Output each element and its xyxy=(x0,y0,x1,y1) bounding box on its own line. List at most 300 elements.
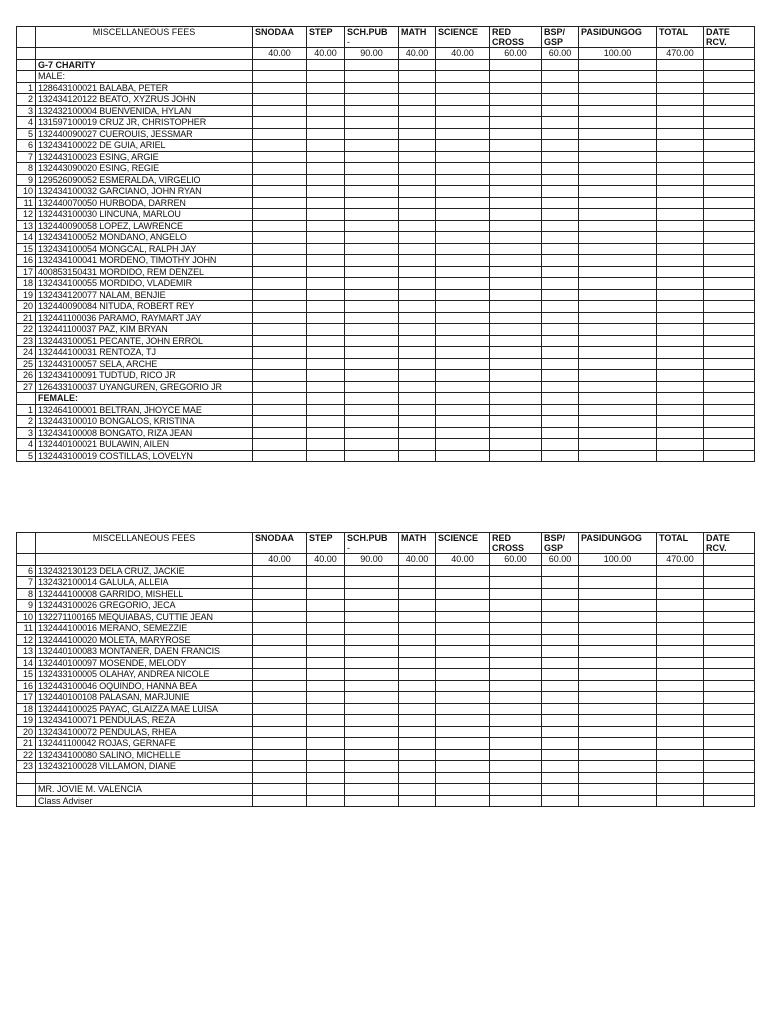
empty-cell xyxy=(657,186,704,198)
student-name: 132441100036 PARAMO, RAYMART JAY xyxy=(36,312,253,324)
empty-cell xyxy=(542,243,579,255)
empty-cell xyxy=(399,301,436,313)
empty-cell xyxy=(436,312,490,324)
empty-cell xyxy=(704,692,755,704)
row-number: 11 xyxy=(17,197,36,209)
header-blank xyxy=(17,533,36,554)
column-label: PASIDUNGOG xyxy=(581,533,642,543)
empty-cell xyxy=(704,634,755,646)
empty-cell xyxy=(657,312,704,324)
empty-cell xyxy=(542,289,579,301)
empty-cell xyxy=(307,726,345,738)
student-name: 132441100037 PAZ, KIM BRYAN xyxy=(36,324,253,336)
empty-cell xyxy=(657,289,704,301)
empty-cell xyxy=(704,255,755,267)
row-number: 15 xyxy=(17,243,36,255)
column-header-date-rcv xyxy=(704,27,755,48)
empty-cell xyxy=(307,312,345,324)
student-name: 132434100054 MONGCAL, RALPH JAY xyxy=(36,243,253,255)
empty-cell xyxy=(399,266,436,278)
empty-cell xyxy=(436,94,490,106)
empty-cell xyxy=(704,128,755,140)
empty-cell xyxy=(542,117,579,129)
empty-cell xyxy=(307,381,345,393)
empty-cell xyxy=(704,186,755,198)
empty-cell xyxy=(307,577,345,589)
empty-cell xyxy=(253,450,307,462)
empty-cell xyxy=(657,600,704,612)
empty-cell xyxy=(253,370,307,382)
empty-cell xyxy=(490,381,542,393)
empty-cell xyxy=(253,600,307,612)
empty-cell xyxy=(490,243,542,255)
row-number: 23 xyxy=(17,761,36,773)
empty-cell xyxy=(704,151,755,163)
empty-cell xyxy=(657,324,704,336)
row-number: 16 xyxy=(17,255,36,267)
student-row xyxy=(17,404,755,416)
empty-cell xyxy=(253,761,307,773)
empty-cell xyxy=(542,197,579,209)
empty-cell xyxy=(253,140,307,152)
schpub-mark: - xyxy=(347,37,350,47)
empty-cell xyxy=(704,312,755,324)
empty-cell xyxy=(657,634,704,646)
empty-cell xyxy=(345,784,399,796)
empty-cell xyxy=(704,358,755,370)
empty-cell xyxy=(399,749,436,761)
student-name: 132443100019 COSTILLAS, LOVELYN xyxy=(36,450,253,462)
empty-cell xyxy=(345,600,399,612)
empty-cell xyxy=(436,232,490,244)
empty-cell xyxy=(704,611,755,623)
empty-cell xyxy=(253,588,307,600)
student-row xyxy=(17,82,755,94)
student-name: 132434100041 MORDENO, TIMOTHY JOHN xyxy=(36,255,253,267)
student-name: 132440070050 HURBODA, DARREN xyxy=(36,197,253,209)
table-title: MISCELLANEOUS FEES xyxy=(36,27,253,48)
empty-cell xyxy=(657,94,704,106)
empty-cell xyxy=(490,82,542,94)
empty-cell xyxy=(345,772,399,784)
empty-cell xyxy=(490,692,542,704)
empty-cell xyxy=(17,554,36,566)
row-number: 27 xyxy=(17,381,36,393)
empty-cell xyxy=(490,312,542,324)
student-row xyxy=(17,358,755,370)
empty-cell xyxy=(436,59,490,71)
empty-cell xyxy=(490,358,542,370)
empty-cell xyxy=(253,680,307,692)
empty-cell xyxy=(253,59,307,71)
empty-cell xyxy=(253,197,307,209)
empty-cell xyxy=(542,611,579,623)
empty-cell xyxy=(307,795,345,807)
student-row xyxy=(17,588,755,600)
student-name: 132440090058 LOPEZ, LAWRENCE xyxy=(36,220,253,232)
column-label: TOTAL xyxy=(659,533,689,543)
empty-cell xyxy=(253,312,307,324)
empty-cell xyxy=(436,715,490,727)
empty-cell xyxy=(579,301,657,313)
student-name: 132444100031 RENTOZA, TJ xyxy=(36,347,253,359)
empty-cell xyxy=(307,588,345,600)
empty-cell xyxy=(490,404,542,416)
row-number: 21 xyxy=(17,738,36,750)
fees-table-page-2 xyxy=(16,532,755,807)
empty-cell xyxy=(307,657,345,669)
empty-cell xyxy=(307,669,345,681)
empty-cell xyxy=(345,381,399,393)
empty-cell xyxy=(253,738,307,750)
empty-cell xyxy=(579,82,657,94)
empty-cell xyxy=(490,577,542,589)
empty-cell xyxy=(399,140,436,152)
student-name: 131597100019 CRUZ JR, CHRISTOPHER xyxy=(36,117,253,129)
empty-cell xyxy=(253,105,307,117)
student-row xyxy=(17,209,755,221)
empty-cell xyxy=(579,347,657,359)
blank-row xyxy=(17,772,755,784)
empty-cell xyxy=(542,59,579,71)
fee-amount: 40.00 xyxy=(253,554,307,566)
column-label: PASIDUNGOG xyxy=(581,27,642,37)
empty-cell xyxy=(345,646,399,658)
empty-cell xyxy=(542,416,579,428)
student-row xyxy=(17,301,755,313)
empty-cell xyxy=(399,715,436,727)
student-name: 132440100021 BULAWIN, AILEN xyxy=(36,439,253,451)
empty-cell xyxy=(345,324,399,336)
empty-cell xyxy=(307,784,345,796)
student-name: 132443100026 GREGORIO, JECA xyxy=(36,600,253,612)
empty-cell xyxy=(399,220,436,232)
student-name: 132434100072 PENDULAS, RHEA xyxy=(36,726,253,738)
empty-cell xyxy=(345,151,399,163)
empty-cell xyxy=(579,232,657,244)
empty-cell xyxy=(399,59,436,71)
empty-cell xyxy=(17,772,36,784)
empty-cell xyxy=(345,186,399,198)
empty-cell xyxy=(704,140,755,152)
empty-cell xyxy=(657,301,704,313)
student-row xyxy=(17,347,755,359)
empty-cell xyxy=(307,220,345,232)
empty-cell xyxy=(307,82,345,94)
empty-cell xyxy=(436,186,490,198)
empty-cell xyxy=(436,795,490,807)
student-row xyxy=(17,128,755,140)
empty-cell xyxy=(490,784,542,796)
empty-cell xyxy=(253,163,307,175)
empty-cell xyxy=(307,370,345,382)
student-name: 132434100091 TUDTUD, RICO JR xyxy=(36,370,253,382)
student-name: 132432100014 GALULA, ALLEIA xyxy=(36,577,253,589)
row-number: 7 xyxy=(17,577,36,589)
student-row xyxy=(17,140,755,152)
column-header-bsp-gsp xyxy=(542,27,579,48)
empty-cell xyxy=(399,358,436,370)
empty-cell xyxy=(345,71,399,83)
empty-cell xyxy=(657,577,704,589)
empty-cell xyxy=(345,439,399,451)
empty-cell xyxy=(579,623,657,635)
empty-cell xyxy=(436,335,490,347)
empty-cell xyxy=(657,232,704,244)
empty-cell xyxy=(399,450,436,462)
empty-cell xyxy=(253,726,307,738)
empty-cell xyxy=(579,381,657,393)
empty-cell xyxy=(436,657,490,669)
empty-cell xyxy=(399,82,436,94)
empty-cell xyxy=(399,381,436,393)
empty-cell xyxy=(345,82,399,94)
student-row xyxy=(17,105,755,117)
student-row xyxy=(17,94,755,106)
empty-cell xyxy=(579,404,657,416)
row-number: 3 xyxy=(17,105,36,117)
empty-cell xyxy=(579,358,657,370)
student-name: 132444100008 GARRIDO, MISHELL xyxy=(36,588,253,600)
empty-cell xyxy=(253,335,307,347)
empty-cell xyxy=(399,427,436,439)
empty-cell xyxy=(345,634,399,646)
empty-cell xyxy=(253,565,307,577)
empty-cell xyxy=(579,634,657,646)
empty-cell xyxy=(253,186,307,198)
empty-cell xyxy=(345,278,399,290)
empty-cell xyxy=(704,197,755,209)
row-number: 22 xyxy=(17,749,36,761)
empty-cell xyxy=(345,703,399,715)
empty-cell xyxy=(345,588,399,600)
empty-cell xyxy=(399,772,436,784)
empty-cell xyxy=(542,749,579,761)
empty-cell xyxy=(399,439,436,451)
empty-cell xyxy=(345,266,399,278)
empty-cell xyxy=(579,197,657,209)
fee-amount: 40.00 xyxy=(436,48,490,60)
empty-cell xyxy=(657,772,704,784)
empty-cell xyxy=(307,703,345,715)
student-row xyxy=(17,117,755,129)
empty-cell xyxy=(579,186,657,198)
empty-cell xyxy=(253,243,307,255)
empty-cell xyxy=(253,703,307,715)
empty-cell xyxy=(436,680,490,692)
row-number: 14 xyxy=(17,657,36,669)
row-number: 23 xyxy=(17,335,36,347)
empty-cell xyxy=(399,588,436,600)
student-name: 132440090084 NITUDA, ROBERT REY xyxy=(36,301,253,313)
empty-cell xyxy=(345,370,399,382)
empty-cell xyxy=(704,646,755,658)
empty-cell xyxy=(253,220,307,232)
student-name: 132443100023 ESING, ARGIE xyxy=(36,151,253,163)
row-number: 8 xyxy=(17,588,36,600)
empty-cell xyxy=(657,427,704,439)
row-number: 20 xyxy=(17,301,36,313)
empty-cell xyxy=(657,404,704,416)
empty-cell xyxy=(36,48,253,60)
empty-cell xyxy=(399,795,436,807)
empty-cell xyxy=(704,726,755,738)
empty-cell xyxy=(542,140,579,152)
empty-cell xyxy=(542,738,579,750)
empty-cell xyxy=(579,784,657,796)
row-number: 20 xyxy=(17,726,36,738)
empty-cell xyxy=(657,784,704,796)
empty-cell xyxy=(253,772,307,784)
empty-cell xyxy=(307,634,345,646)
empty-cell xyxy=(399,600,436,612)
empty-cell xyxy=(579,611,657,623)
empty-cell xyxy=(490,335,542,347)
column-header-science xyxy=(436,27,490,48)
empty-cell xyxy=(490,289,542,301)
empty-cell xyxy=(307,427,345,439)
empty-cell xyxy=(657,692,704,704)
empty-cell xyxy=(436,151,490,163)
empty-cell xyxy=(704,772,755,784)
empty-cell xyxy=(490,105,542,117)
empty-cell xyxy=(307,450,345,462)
empty-cell xyxy=(307,197,345,209)
empty-cell xyxy=(542,772,579,784)
empty-cell xyxy=(345,577,399,589)
empty-cell xyxy=(345,335,399,347)
empty-cell xyxy=(490,151,542,163)
empty-cell xyxy=(579,749,657,761)
student-row xyxy=(17,611,755,623)
empty-cell xyxy=(657,761,704,773)
empty-cell xyxy=(253,151,307,163)
row-number: 18 xyxy=(17,703,36,715)
student-row xyxy=(17,416,755,428)
empty-cell xyxy=(579,680,657,692)
empty-cell xyxy=(345,209,399,221)
row-number: 18 xyxy=(17,278,36,290)
empty-cell xyxy=(704,59,755,71)
row-number: 9 xyxy=(17,174,36,186)
empty-cell xyxy=(490,715,542,727)
student-name: 132440100108 PALASAN, MARJUNIE xyxy=(36,692,253,704)
empty-cell xyxy=(542,393,579,405)
column-header-schpub xyxy=(345,533,399,554)
empty-cell xyxy=(436,324,490,336)
empty-cell xyxy=(345,761,399,773)
empty-cell xyxy=(657,738,704,750)
empty-cell xyxy=(657,278,704,290)
student-name: 132434120122 BEATO, XYZRUS JOHN xyxy=(36,94,253,106)
column-header-science xyxy=(436,533,490,554)
empty-cell xyxy=(490,232,542,244)
empty-cell xyxy=(253,232,307,244)
empty-cell xyxy=(307,105,345,117)
row-number: 6 xyxy=(17,140,36,152)
empty-cell xyxy=(490,347,542,359)
empty-cell xyxy=(657,59,704,71)
empty-cell xyxy=(542,726,579,738)
empty-cell xyxy=(307,255,345,267)
empty-cell xyxy=(579,324,657,336)
student-name: 132444100025 PAYAC, GLAIZZA MAE LUISA xyxy=(36,703,253,715)
empty-cell xyxy=(399,577,436,589)
empty-cell xyxy=(307,600,345,612)
empty-cell xyxy=(436,255,490,267)
student-row xyxy=(17,266,755,278)
row-number: 9 xyxy=(17,600,36,612)
empty-cell xyxy=(490,726,542,738)
empty-cell xyxy=(436,174,490,186)
empty-cell xyxy=(399,669,436,681)
empty-cell xyxy=(345,623,399,635)
empty-cell xyxy=(253,715,307,727)
empty-cell xyxy=(579,715,657,727)
empty-cell xyxy=(436,105,490,117)
empty-cell xyxy=(542,715,579,727)
empty-cell xyxy=(542,600,579,612)
empty-cell xyxy=(704,450,755,462)
empty-cell xyxy=(542,439,579,451)
empty-cell xyxy=(542,105,579,117)
row-number: 17 xyxy=(17,266,36,278)
empty-cell xyxy=(345,404,399,416)
empty-cell xyxy=(345,312,399,324)
empty-cell xyxy=(399,232,436,244)
empty-cell xyxy=(490,772,542,784)
empty-cell xyxy=(399,335,436,347)
fee-amount: 40.00 xyxy=(436,554,490,566)
empty-cell xyxy=(399,347,436,359)
row-number: 2 xyxy=(17,416,36,428)
column-label: DATE RCV. xyxy=(706,533,730,553)
empty-cell xyxy=(253,381,307,393)
empty-cell xyxy=(436,784,490,796)
empty-cell xyxy=(579,94,657,106)
column-header-step xyxy=(307,533,345,554)
empty-cell xyxy=(657,416,704,428)
column-header-pasidungog xyxy=(579,533,657,554)
empty-cell xyxy=(490,301,542,313)
empty-cell xyxy=(399,174,436,186)
empty-cell xyxy=(542,128,579,140)
empty-cell xyxy=(657,623,704,635)
empty-cell xyxy=(436,588,490,600)
empty-cell xyxy=(399,738,436,750)
empty-cell xyxy=(542,278,579,290)
empty-cell xyxy=(490,611,542,623)
empty-cell xyxy=(307,416,345,428)
empty-cell xyxy=(704,163,755,175)
empty-cell xyxy=(704,94,755,106)
empty-cell xyxy=(490,197,542,209)
fee-amount: 60.00 xyxy=(490,554,542,566)
empty-cell xyxy=(253,646,307,658)
empty-cell xyxy=(579,565,657,577)
empty-cell xyxy=(490,657,542,669)
amounts-row xyxy=(17,554,755,566)
column-header-snodaa xyxy=(253,27,307,48)
empty-cell xyxy=(490,370,542,382)
column-label: MATH xyxy=(401,533,427,543)
empty-cell xyxy=(345,220,399,232)
empty-cell xyxy=(436,347,490,359)
female-row-label: FEMALE: xyxy=(36,393,253,405)
column-header-red-cross xyxy=(490,27,542,48)
fees-table-page-1 xyxy=(16,26,755,462)
empty-cell xyxy=(542,692,579,704)
